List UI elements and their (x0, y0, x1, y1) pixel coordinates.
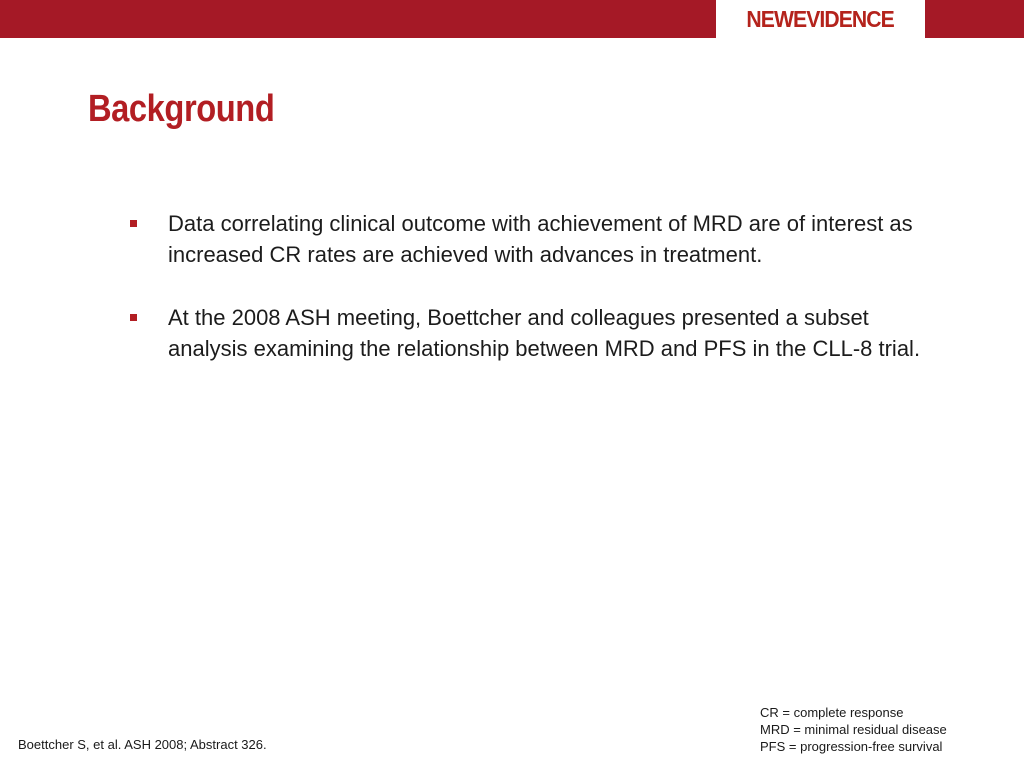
abbreviation-item: CR = complete response (760, 705, 904, 720)
reference-footnote: Boettcher S, et al. ASH 2008; Abstract 326. (18, 737, 267, 752)
abbreviation-item: PFS = progression-free survival (760, 739, 943, 754)
header-bar (0, 0, 1024, 38)
bullet-text: At the 2008 ASH meeting, Boettcher and colleagues presented a subset analysis examining the relationship between MRD and PFS in the CLL-8 trial. (168, 305, 921, 361)
bullet-item (130, 208, 930, 270)
brand-logo-text: NEWEVIDENCE (746, 5, 895, 32)
bullet-text: Data correlating clinical outcome with achievement of MRD are of interest as increased CR rates are achieved with advances in treatment. (168, 211, 913, 267)
brand-logo (716, 0, 925, 38)
square-bullet-icon (130, 220, 137, 227)
square-bullet-icon (130, 314, 137, 321)
abbreviation-list (760, 704, 947, 755)
abbreviation-item: MRD = minimal residual disease (760, 722, 947, 737)
slide-title: Background (88, 88, 275, 130)
bullet-list (130, 208, 930, 396)
bullet-item (130, 302, 930, 364)
